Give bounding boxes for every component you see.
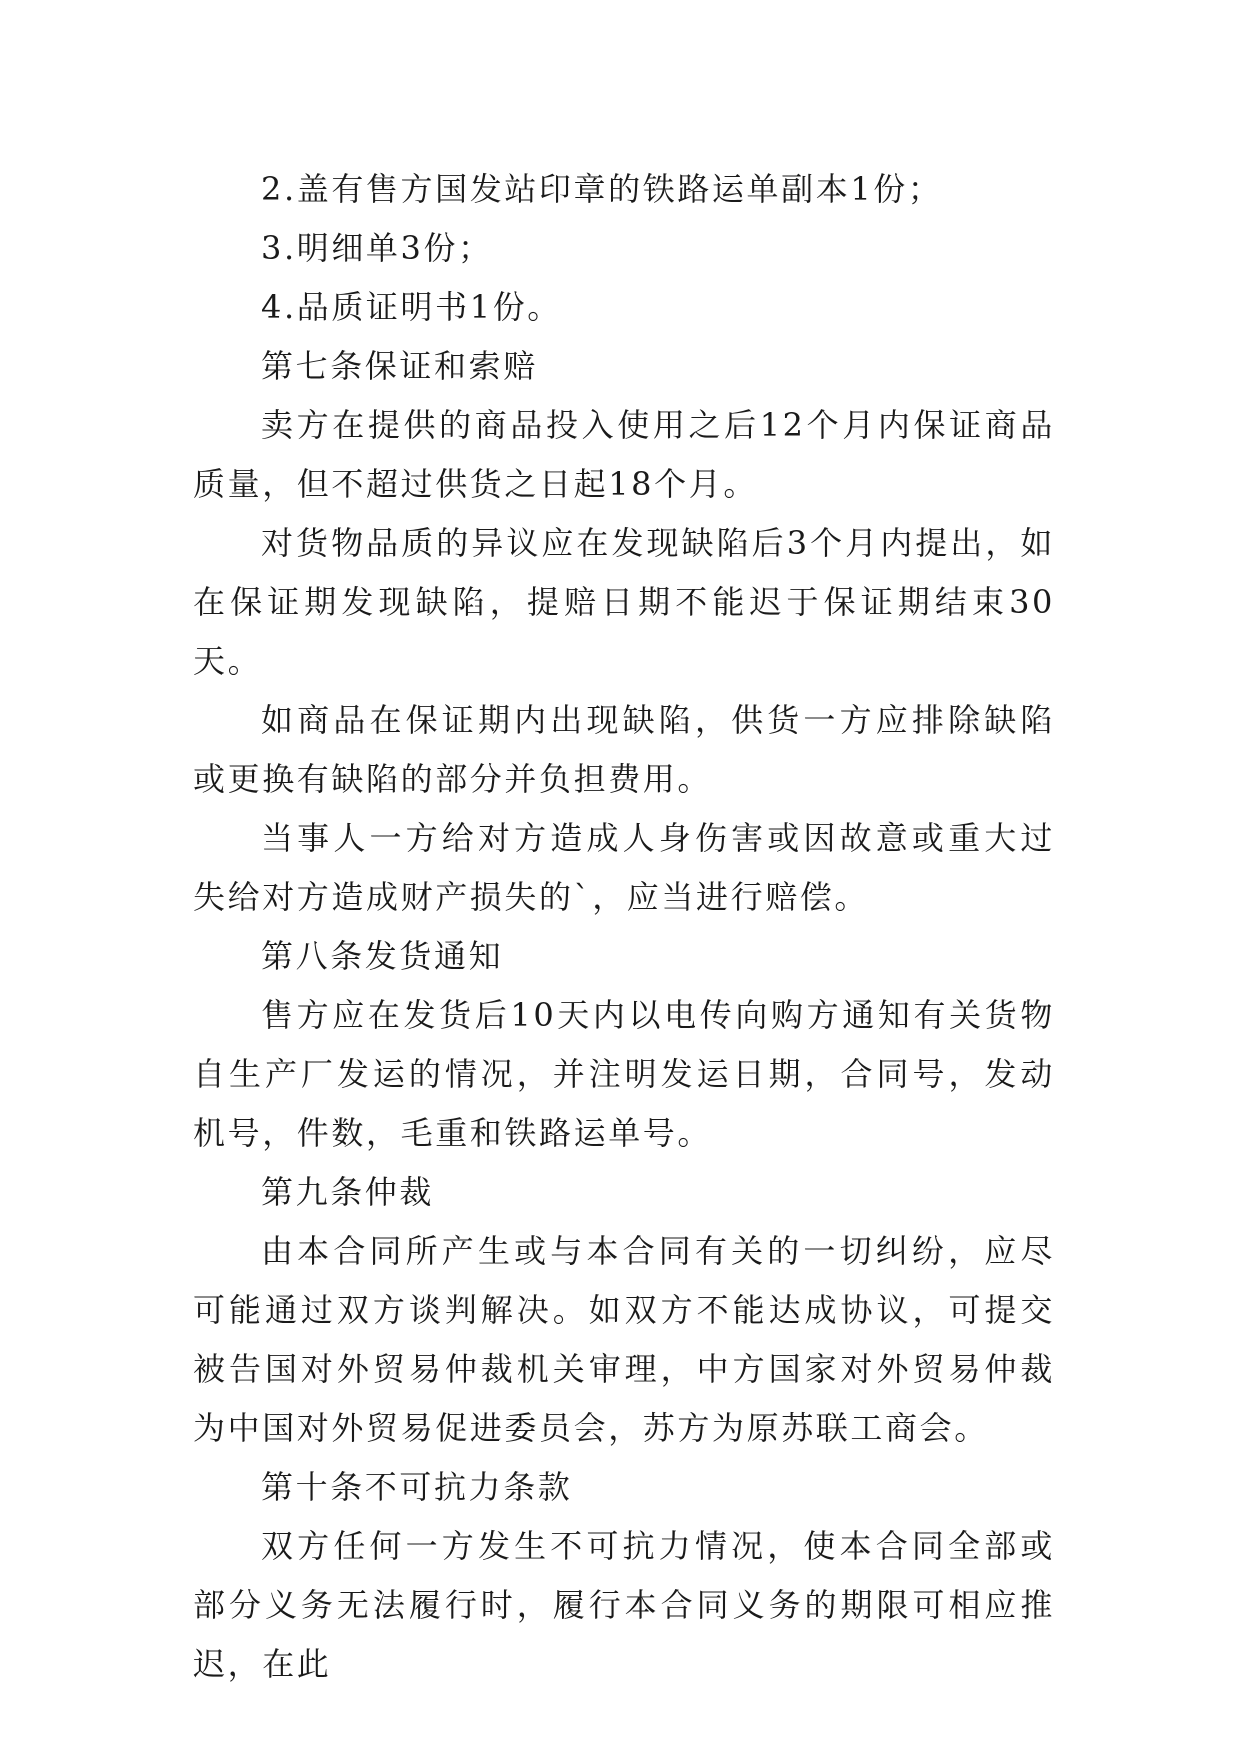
paragraph-compensation: 当事人一方给对方造成人身伤害或因故意或重大过失给对方造成财产损失的`，应当进行赔偿。 [193, 819, 1055, 916]
paragraph-item-3: 3.明细单3份； [261, 229, 493, 267]
paragraph-item-4: 4.品质证明书1份。 [261, 288, 562, 326]
paragraph-defect-remedy: 如商品在保证期内出现缺陷，供货一方应排除缺陷或更换有缺陷的部分并负担费用。 [193, 701, 1055, 798]
paragraph-item-2: 2.盖有售方国发站印章的铁路运单副本1份； [261, 170, 943, 208]
section-heading-article-9: 第九条仲裁 [261, 1173, 435, 1211]
paragraph-shipping-notice: 售方应在发货后10天内以电传向购方通知有关货物自生产厂发运的情况，并注明发运日期，合同号，发动机号，件数，毛重和铁路运单号。 [193, 996, 1055, 1152]
paragraph-arbitration: 由本合同所产生或与本合同有关的一切纠纷，应尽可能通过双方谈判解决。如双方不能达成协议，可提交被告国对外贸易仲裁机关审理，中方国家对外贸易仲裁为中国对外贸易促进委员会，苏方为原苏联工商会。 [193, 1232, 1055, 1447]
section-heading-article-8: 第八条发货通知 [261, 937, 504, 975]
paragraph-warranty-period: 卖方在提供的商品投入使用之后12个月内保证商品质量，但不超过供货之日起18个月。 [193, 406, 1055, 503]
document-page [193, 160, 1055, 1694]
section-heading-article-7: 第七条保证和索赔 [261, 347, 538, 385]
paragraph-quality-objection: 对货物品质的异议应在发现缺陷后3个月内提出，如在保证期发现缺陷，提赔日期不能迟于保证期结束30天。 [193, 524, 1055, 680]
section-heading-article-10: 第十条不可抗力条款 [261, 1468, 573, 1506]
paragraph-force-majeure: 双方任何一方发生不可抗力情况，使本合同全部或部分义务无法履行时，履行本合同义务的期限可相应推迟，在此 [193, 1527, 1055, 1683]
